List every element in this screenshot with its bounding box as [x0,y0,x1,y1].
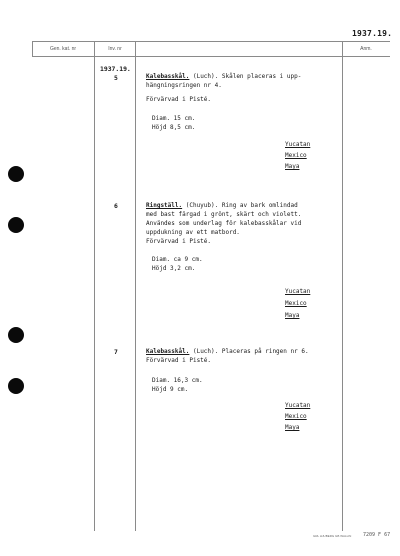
form-code: 7209 F 67 [363,532,391,538]
header-top-rule [32,41,390,42]
entry-5-description-first: (Luch). Skålen placeras i upp- [189,73,302,80]
entry-7-description-first: (Luch). Placeras på ringen nr 6. [189,348,309,355]
entry-5-heading [146,73,301,82]
accession-year: 1937.19. [100,65,131,73]
entry-6-line-3: Användes som underlag för kalebasskålar vid [146,220,302,227]
entry-6-object-name: Ringställ. [146,202,183,209]
entry-5-object-name: Kalebasskål. [146,73,190,80]
column-divider-3 [342,41,343,531]
header-bottom-rule [32,56,390,57]
entry-5-country: Mexico [285,152,307,159]
entry-5-diameter: Diam. 15 cm. [152,115,196,122]
column-divider-1 [94,41,95,531]
entry-7-object-name: Kalebasskål. [146,348,190,355]
entry-5-line-3: Förvärvad i Pisté. [146,96,212,103]
entry-7-diameter: Diam. 16,3 cm. [152,377,203,384]
binder-hole-1 [8,166,24,182]
entry-7-region: Yucatan [285,402,311,409]
binder-hole-3 [8,327,24,343]
entry-5-line-2: hängningsringen nr 4. [146,82,222,89]
entry-6-region: Yucatan [285,288,311,295]
entry-7-height: Höjd 9 cm. [152,386,189,393]
entry-6-culture: Maya [285,312,300,319]
header-gen-kat-nr: Gen. kat. nr [49,46,77,52]
entry-6-height: Höjd 3,2 cm. [152,265,196,272]
entry-6-line-2: med bast färgad i grönt, skärt och violett. [146,211,302,218]
left-border [32,41,33,56]
header-anm: Anm. [360,46,372,52]
printer-imprint: GRL HJUBERG GB WALLIN [313,534,352,538]
entry-7-heading [146,348,309,357]
inv-number-6: 6 [114,202,118,210]
inv-number-5: 5 [114,74,118,82]
entry-5-culture: Maya [285,163,300,170]
entry-6-line-4: uppdukning av ett matbord. [146,229,240,236]
entry-7-culture: Maya [285,424,300,431]
entry-6-line-5: Förvärvad i Pisté. [146,238,212,245]
inv-number-7: 7 [114,348,118,356]
entry-7-line-2: Förvärvad i Pisté. [146,357,212,364]
header-inv-nr: Inv. nr [108,46,122,52]
page-number: 1937.19. [352,29,393,38]
binder-hole-4 [8,378,24,394]
entry-7-country: Mexico [285,413,307,420]
entry-6-heading [146,202,298,211]
entry-5-region: Yucatan [285,141,311,148]
entry-6-diameter: Diam. ca 9 cm. [152,256,203,263]
binder-hole-2 [8,217,24,233]
entry-5-height: Höjd 8,5 cm. [152,124,196,131]
column-divider-2 [135,41,136,531]
entry-6-country: Mexico [285,300,307,307]
entry-6-description-first: (Chuyub). Ring av bark omlindad [182,202,298,209]
